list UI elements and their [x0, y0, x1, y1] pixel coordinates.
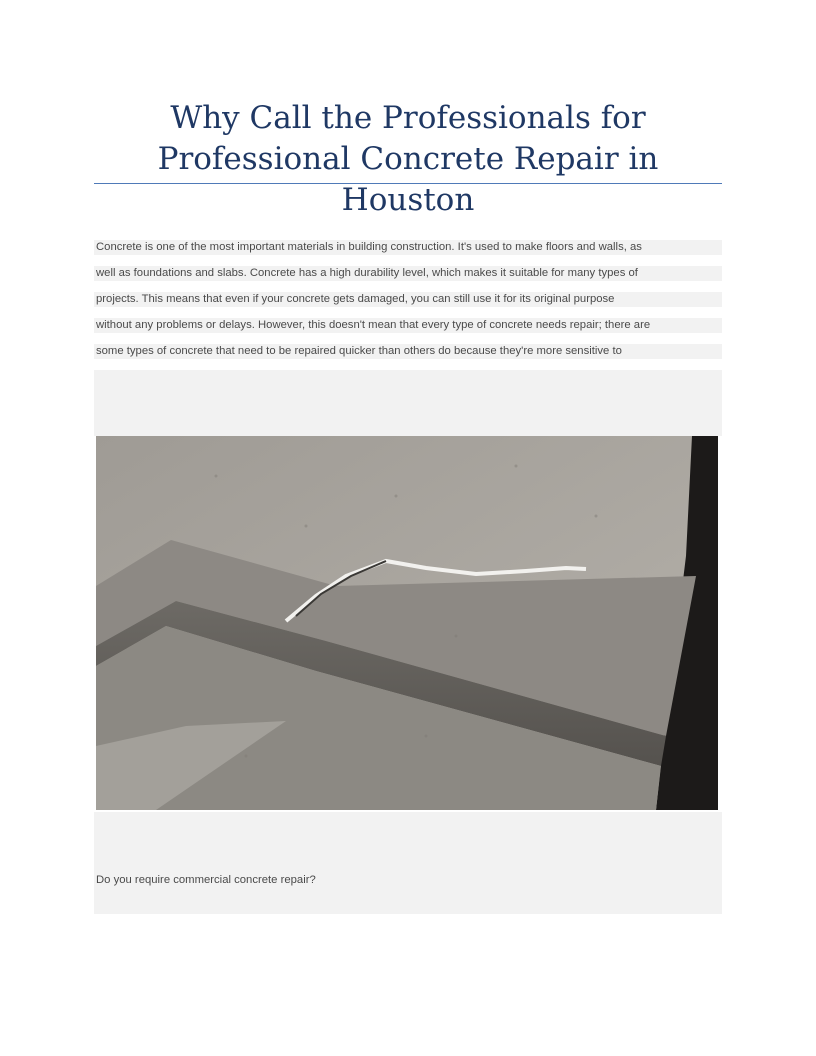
paragraph-line: projects. This means that even if your concrete gets damaged, you can still use it for its original purpose	[94, 292, 722, 307]
question-line: Do you require commercial concrete repair?	[96, 874, 316, 886]
title-line-1: Why Call the Professionals for	[170, 100, 646, 136]
paragraph-line: without any problems or delays. However, this doesn't mean that every type of concrete needs repair; there are	[94, 318, 722, 333]
paragraph-line: some types of concrete that need to be repaired quicker than others do because they're more sensitive to	[94, 344, 722, 359]
title-underline	[94, 183, 722, 184]
paragraph-line: Concrete is one of the most important materials in building construction. It's used to make floors and walls, as	[94, 240, 722, 255]
cracked-concrete-photo	[96, 436, 718, 810]
paragraph-line: well as foundations and slabs. Concrete has a high durability level, which makes it suitable for many types of	[94, 266, 722, 281]
concrete-image	[96, 436, 718, 810]
document-title	[94, 98, 722, 221]
highlight-block-above-photo	[94, 370, 722, 436]
title-line-2: Professional Concrete Repair in Houston	[157, 141, 659, 218]
highlight-block-below-photo	[94, 812, 722, 914]
